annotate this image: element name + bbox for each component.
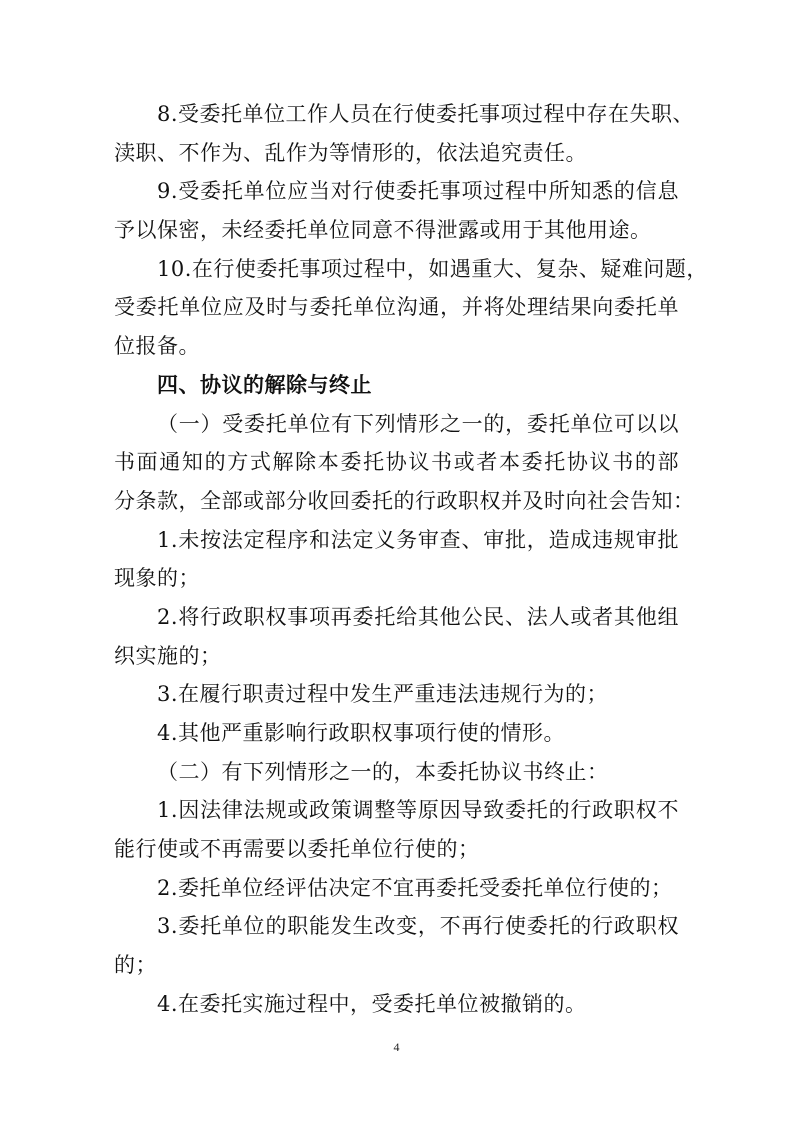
paragraph-line: 9.受委托单位应当对行使委托事项过程中所知悉的信息	[157, 179, 679, 204]
paragraph-line: 4.在委托实施过程中，受委托单位被撤销的。	[157, 991, 587, 1016]
document-body	[114, 95, 708, 1024]
paragraph-line: （二）有下列情形之一的，本委托协议书终止：	[157, 759, 609, 784]
paragraph-line: 予以保密，未经委托单位同意不得泄露或用于其他用途。	[114, 218, 652, 243]
paragraph-line: 的；	[114, 953, 157, 978]
paragraph-line: 3.委托单位的职能发生改变，不再行使委托的行政职权	[157, 914, 679, 939]
paragraph-line: 4.其他严重影响行政职权事项行使的情形。	[157, 721, 566, 745]
paragraph-line: 3.在履行职责过程中发生严重违法违规行为的；	[157, 682, 609, 707]
section-heading: 四、协议的解除与终止	[157, 372, 372, 397]
paragraph-line: （一）受委托单位有下列情形之一的，委托单位可以以	[157, 411, 679, 436]
paragraph-line: 8.受委托单位工作人员在行使委托事项过程中存在失职、	[157, 102, 695, 126]
paragraph-line: 10.在行使委托事项过程中，如遇重大、复杂、疑难问题，	[157, 256, 708, 281]
paragraph-line: 能行使或不再需要以委托单位行使的；	[114, 837, 480, 862]
paragraph-line: 受委托单位应及时与委托单位沟通，并将处理结果向委托单	[114, 295, 679, 320]
paragraph-line: 现象的；	[114, 566, 200, 591]
paragraph-line: 1.因法律法规或政策调整等原因导致委托的行政职权不	[157, 798, 679, 823]
paragraph-line: 织实施的；	[114, 643, 222, 668]
paragraph-line: 书面通知的方式解除本委托协议书或者本委托协议书的部	[114, 450, 679, 475]
paragraph-line: 分条款，全部或部分收回委托的行政职权并及时向社会告知：	[114, 488, 695, 513]
paragraph-line: 2.委托单位经评估决定不宜再委托受委托单位行使的；	[157, 875, 673, 900]
paragraph-line: 位报备。	[114, 334, 200, 359]
paragraph-line: 2.将行政职权事项再委托给其他公民、法人或者其他组	[157, 604, 679, 629]
page-number: 4	[393, 1040, 400, 1054]
paragraph-line: 1.未按法定程序和法定义务审查、审批，造成违规审批	[157, 527, 679, 552]
paragraph-line: 渎职、不作为、乱作为等情形的，依法追究责任。	[114, 140, 587, 165]
